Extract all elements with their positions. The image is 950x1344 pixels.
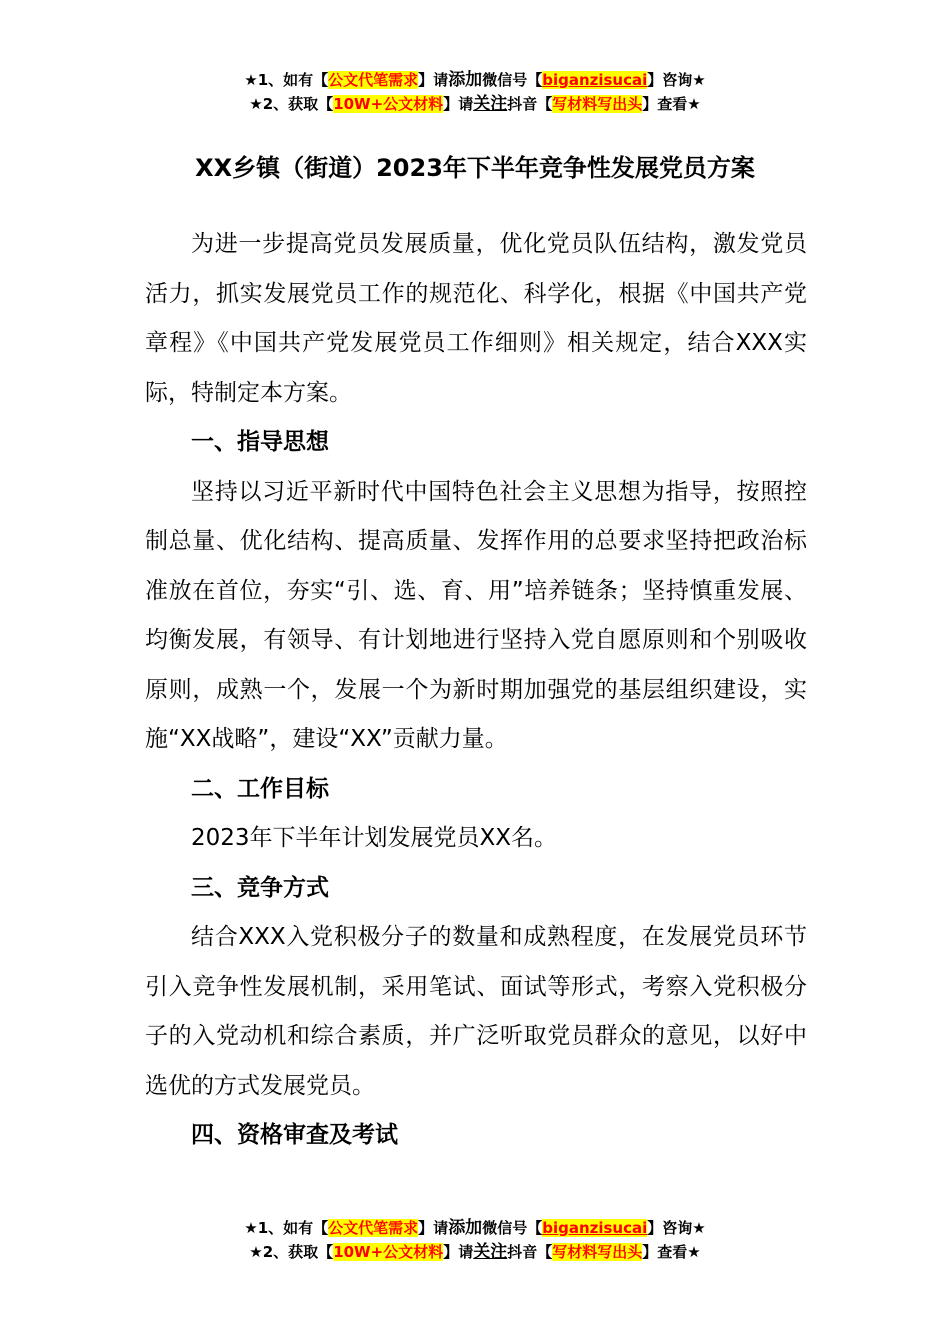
promo-text: ★2、获取【 [249, 95, 334, 113]
promo-text: 】请 [443, 1243, 474, 1261]
top-promo-banner [0, 68, 950, 116]
promo-douyin-id: 写材料写出头 [552, 95, 643, 113]
section-heading-qualification-exam: 四、资格审查及考试 [191, 1122, 398, 1148]
promo-text: 】请 [443, 95, 474, 113]
promo-emphasis: 关注 [473, 1242, 508, 1262]
promo-text: 】请 [418, 1219, 449, 1237]
promo-highlight: 公文代笔需求 [328, 71, 419, 89]
promo-text: 微信号【 [482, 1219, 543, 1237]
promo-text: ★2、获取【 [249, 1243, 334, 1261]
bottom-promo-banner [0, 1216, 950, 1264]
promo-text: 】咨询★ [647, 1219, 706, 1237]
promo-line-2 [0, 92, 950, 116]
promo-text: ★1、如有【 [244, 1219, 329, 1237]
promo-text: ★1、如有【 [244, 71, 329, 89]
promo-line-1 [0, 68, 950, 92]
promo-emphasis: 添加 [448, 1218, 483, 1238]
promo-text: 抖音【 [507, 95, 553, 113]
promo-text: 】查看★ [642, 95, 701, 113]
intro-paragraph: 为进一步提高党员发展质量，优化党员队伍结构，激发党员活力，抓实发展党员工作的规范化、科学化，根据《中国共产党章程》《中国共产党发展党员工作细则》相关规定，结合XXX实际，特制定本方案。 [145, 231, 807, 406]
promo-wechat-id: biganzisucai [542, 71, 648, 89]
promo-line-1 [0, 1216, 950, 1240]
section-heading-guiding-ideology: 一、指导思想 [191, 429, 329, 455]
promo-text: 】查看★ [642, 1243, 701, 1261]
section-paragraph: 坚持以习近平新时代中国特色社会主义思想为指导，按照控制总量、优化结构、提高质量、发挥作用的总要求坚持把政治标准放在首位，夯实“引、选、育、用”培养链条；坚持慎重发展、均衡发展，有领导、有计划地进行坚持入党自愿原则和个别吸收原则，成熟一个，发展一个为新时期加强党的基层组织建设，实施“XX战略”，建设“XX”贡献力量。 [145, 478, 807, 752]
promo-text: 抖音【 [507, 1243, 553, 1261]
promo-highlight: 10W+公文材料 [333, 1243, 444, 1261]
section-heading-work-goal: 二、工作目标 [191, 775, 329, 802]
promo-highlight: 公文代笔需求 [328, 1219, 419, 1237]
promo-wechat-id: biganzisucai [542, 1219, 648, 1237]
document-title: XX乡镇（街道）2023年下半年竞争性发展党员方案 [195, 154, 755, 182]
document-body [145, 220, 807, 1161]
section-paragraph: 结合XXX入党积极分子的数量和成熟程度，在发展党员环节引入竞争性发展机制，采用笔试、面试等形式，考察入党积极分子的入党动机和综合素质，并广泛听取党员群众的意见，以好中选优的方式发展党员。 [145, 924, 807, 1099]
promo-emphasis: 关注 [473, 94, 508, 114]
promo-text: 】请 [418, 71, 449, 89]
promo-text: 微信号【 [482, 71, 543, 89]
promo-line-2 [0, 1240, 950, 1264]
promo-text: 】咨询★ [647, 71, 706, 89]
promo-emphasis: 添加 [448, 70, 483, 90]
promo-douyin-id: 写材料写出头 [552, 1243, 643, 1261]
section-paragraph: 2023年下半年计划发展党员XX名。 [191, 825, 558, 851]
section-heading-competition-method: 三、竞争方式 [191, 874, 329, 901]
promo-highlight: 10W+公文材料 [333, 95, 444, 113]
